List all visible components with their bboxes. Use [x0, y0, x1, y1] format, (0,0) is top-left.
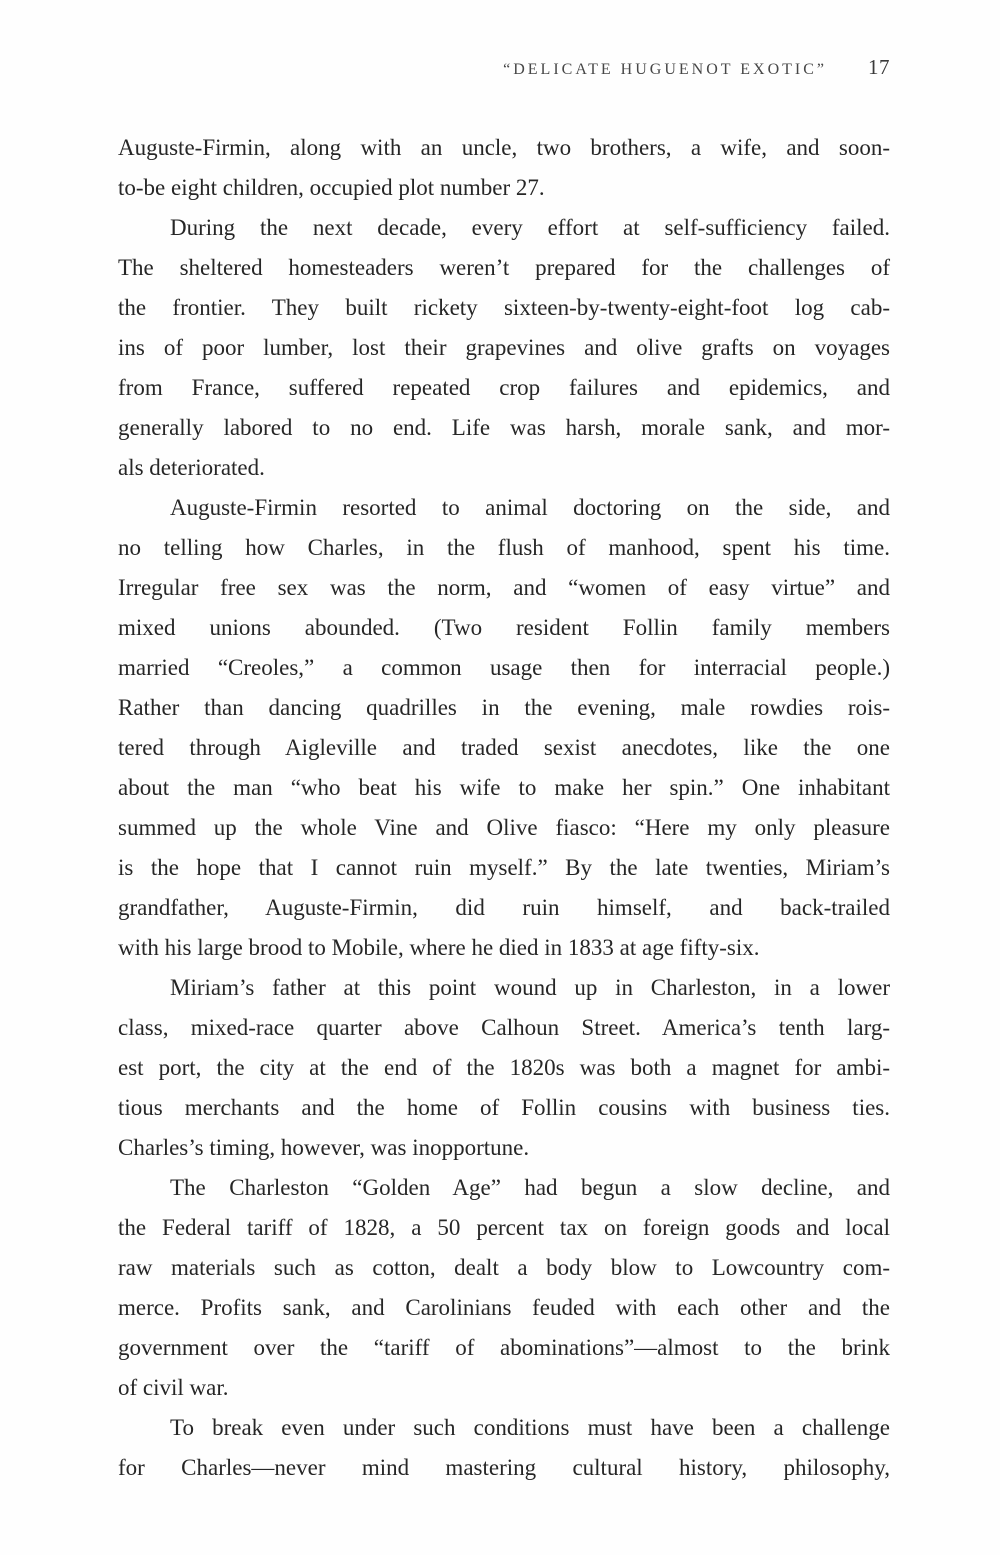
text-line: merce. Profits sank, and Carolinians feuded with each other and the: [118, 1295, 890, 1320]
text-line: The Charleston “Golden Age” had begun a slow decline, and: [170, 1175, 890, 1200]
text-line: Auguste-Firmin, along with an uncle, two brothers, a wife, and soon-: [118, 135, 890, 160]
text-line: raw materials such as cotton, dealt a body blow to Lowcountry com-: [118, 1255, 890, 1280]
text-line: Charles’s timing, however, was inopportune.: [118, 1135, 530, 1160]
text-line: is the hope that I cannot ruin myself.” By the late twenties, Miriam’s: [118, 855, 890, 880]
text-line: als deteriorated.: [118, 455, 265, 480]
page-body: [118, 128, 890, 1488]
text-line: for Charles—never mind mastering cultural history, philosophy,: [118, 1455, 890, 1480]
text-line: est port, the city at the end of the 1820s was both a magnet for ambi-: [118, 1055, 890, 1080]
text-line: about the man “who beat his wife to make her spin.” One inhabitant: [118, 775, 890, 800]
text-line: with his large brood to Mobile, where he died in 1833 at age fifty-six.: [118, 935, 760, 960]
text-line: of civil war.: [118, 1375, 229, 1400]
text-line: Auguste-Firmin resorted to animal doctoring on the side, and: [170, 495, 890, 520]
text-line: grandfather, Auguste-Firmin, did ruin himself, and back-trailed: [118, 895, 890, 920]
text-line: summed up the whole Vine and Olive fiasco: “Here my only pleasure: [118, 815, 890, 840]
text-line: the frontier. They built rickety sixteen-by-twenty-eight-foot log cab-: [118, 295, 890, 320]
text-line: mixed unions abounded. (Two resident Follin family members: [118, 615, 890, 640]
page-number: 17: [868, 55, 890, 79]
text-line: ins of poor lumber, lost their grapevines and olive grafts on voyages: [118, 335, 890, 360]
text-line: Miriam’s father at this point wound up in Charleston, in a lower: [170, 975, 890, 1000]
text-line: Irregular free sex was the norm, and “women of easy virtue” and: [118, 575, 890, 600]
text-line: from France, suffered repeated crop failures and epidemics, and: [118, 375, 890, 400]
text-line: to-be eight children, occupied plot number 27.: [118, 175, 545, 200]
text-line: tered through Aigleville and traded sexist anecdotes, like the one: [118, 735, 890, 760]
text-line: government over the “tariff of abominations”—almost to the brink: [118, 1335, 890, 1360]
text-line: Rather than dancing quadrilles in the evening, male rowdies rois-: [118, 695, 890, 720]
text-line: married “Creoles,” a common usage then for interracial people.): [118, 655, 890, 680]
text-line: class, mixed-race quarter above Calhoun Street. America’s tenth larg-: [118, 1015, 890, 1040]
text-line: tious merchants and the home of Follin cousins with business ties.: [118, 1095, 890, 1120]
running-head-title: “DELICATE HUGUENOT EXOTIC”: [503, 61, 827, 78]
text-line: the Federal tariff of 1828, a 50 percent tax on foreign goods and local: [118, 1215, 890, 1240]
text-line: During the next decade, every effort at self-sufficiency failed.: [170, 215, 890, 240]
text-line: generally labored to no end. Life was harsh, morale sank, and mor-: [118, 415, 890, 440]
text-line: The sheltered homesteaders weren’t prepared for the challenges of: [118, 255, 890, 280]
running-head: [118, 55, 890, 80]
text-line: To break even under such conditions must have been a challenge: [170, 1415, 890, 1440]
text-line: no telling how Charles, in the flush of manhood, spent his time.: [118, 535, 890, 560]
